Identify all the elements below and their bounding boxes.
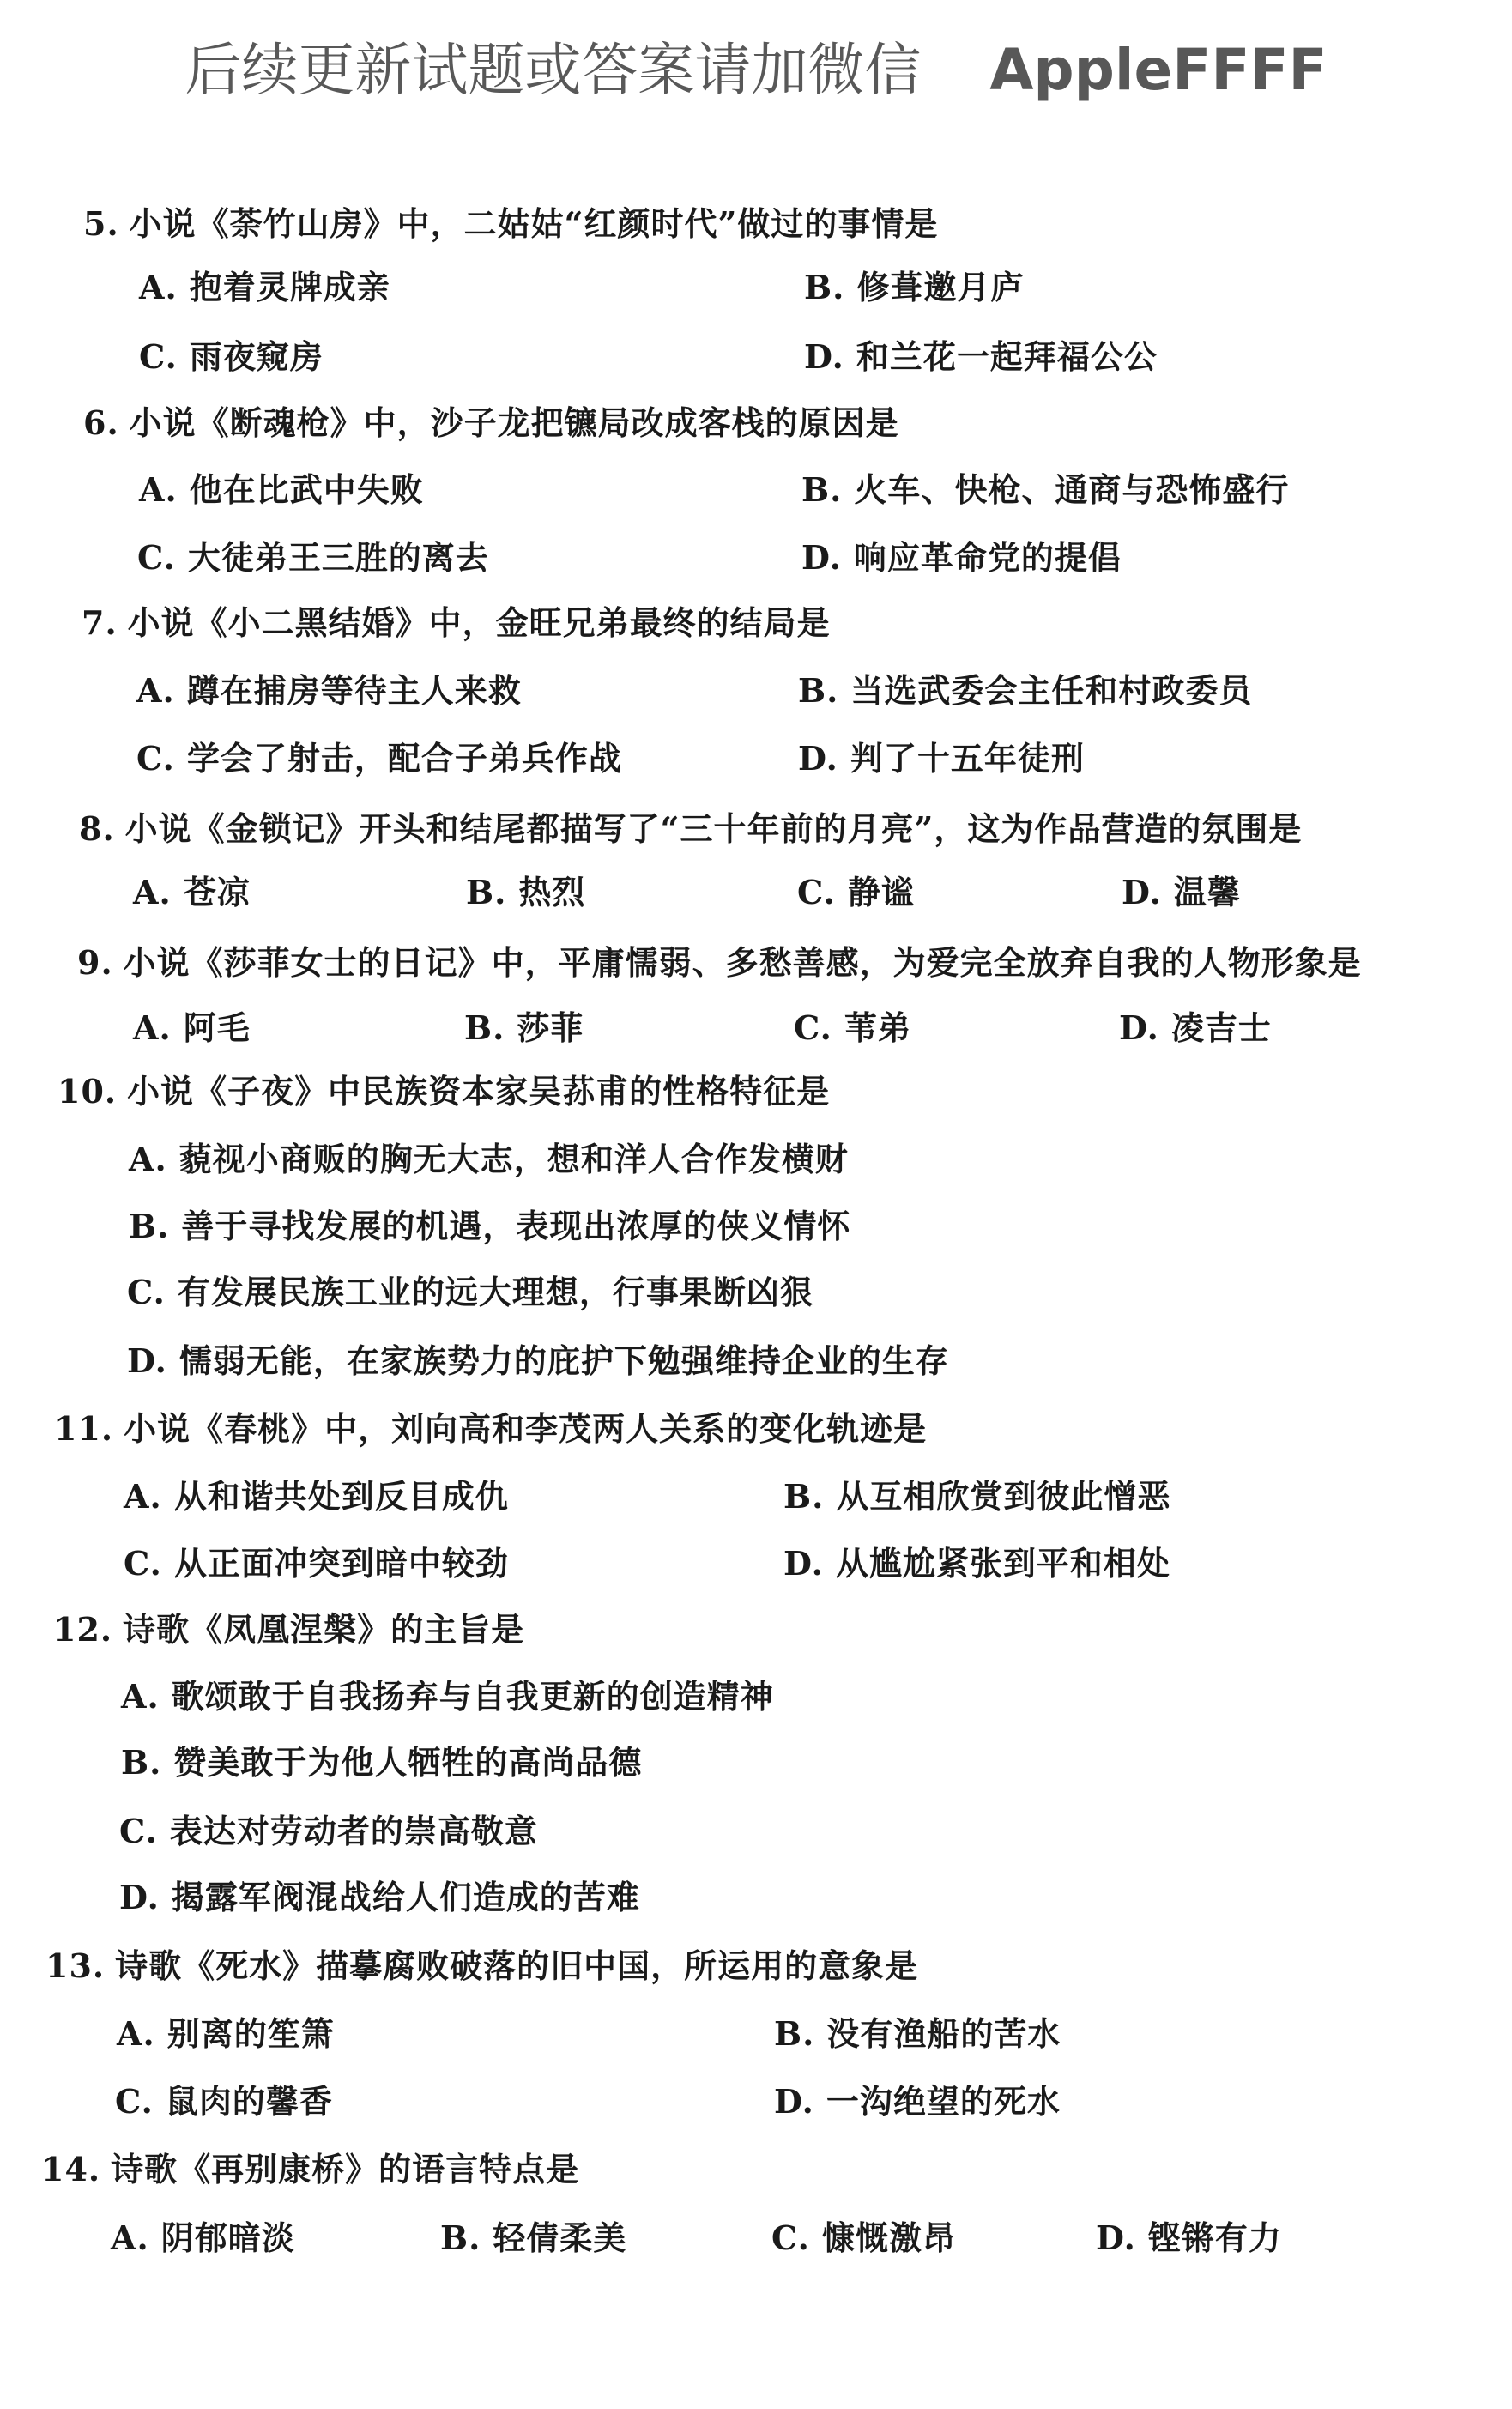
answer-option	[115, 2083, 333, 2121]
option-label: B.	[801, 470, 843, 509]
option-text: 抱着灵牌成亲	[189, 268, 390, 306]
answer-option	[1122, 874, 1241, 911]
answer-option	[139, 269, 390, 306]
option-label: A.	[139, 268, 178, 306]
option-text: 学会了射击，配合子弟兵作战	[186, 739, 622, 778]
option-text: 温馨	[1173, 873, 1241, 911]
option-text: 判了十五年徒刑	[850, 739, 1085, 778]
option-label: A.	[111, 2218, 149, 2257]
option-text: 鼠肉的馨香	[165, 2082, 333, 2121]
question-number: 6.	[83, 403, 119, 442]
question-number: 9.	[77, 943, 113, 982]
question-number: 12.	[53, 1610, 113, 1649]
answer-option	[774, 2015, 1061, 2053]
option-label: C.	[115, 2082, 154, 2121]
option-text: 一沟绝望的死水	[826, 2082, 1061, 2121]
question-text: 小说《金锁记》开头和结尾都描写了“三十年前的月亮”，这为作品营造的氛围是	[124, 809, 1303, 848]
option-label: B.	[798, 671, 839, 710]
option-label: D.	[1119, 1008, 1159, 1047]
option-text: 大徒弟王三胜的离去	[187, 538, 489, 577]
question-stem	[82, 604, 831, 642]
question-number: 14.	[41, 2150, 101, 2188]
answer-option	[119, 1879, 640, 1916]
option-text: 懦弱无能，在家族势力的庇护下勉强维持企业的生存	[178, 1341, 949, 1380]
option-label: B.	[121, 1743, 162, 1782]
answer-option	[440, 2219, 626, 2257]
option-label: B.	[464, 1008, 505, 1047]
option-text: 歌颂敢于自我扬弃与自我更新的创造精神	[171, 1677, 774, 1716]
question-stem	[45, 1947, 918, 1985]
option-text: 蹲在捕房等待主人来救	[186, 671, 522, 710]
option-text: 轻倩柔美	[493, 2218, 627, 2257]
watermark-header	[0, 24, 1512, 106]
option-label: C.	[137, 538, 176, 577]
answer-option	[139, 338, 324, 376]
option-label: C.	[124, 1544, 162, 1583]
option-label: C.	[119, 1812, 158, 1850]
option-label: D.	[804, 337, 844, 376]
answer-option	[804, 338, 1158, 376]
option-label: B.	[804, 268, 845, 306]
question-stem	[79, 810, 1302, 848]
option-text: 没有渔船的苦水	[826, 2014, 1061, 2053]
answer-option	[798, 740, 1085, 778]
answer-option	[133, 874, 251, 911]
option-label: D.	[783, 1544, 824, 1583]
option-text: 静谧	[847, 873, 915, 911]
option-text: 有发展民族工业的远大理想，行事果断凶狠	[177, 1273, 813, 1311]
question-number: 5.	[83, 204, 119, 243]
option-label: D.	[1096, 2218, 1136, 2257]
answer-option	[794, 1009, 911, 1047]
option-text: 莎菲	[517, 1008, 584, 1047]
answer-option	[771, 2219, 956, 2257]
option-label: A.	[133, 873, 172, 911]
option-text: 善于寻找发展的机遇，表现出浓厚的侠义情怀	[181, 1207, 851, 1245]
option-text: 从正面冲突到暗中较劲	[173, 1544, 509, 1583]
question-text: 诗歌《死水》描摹腐败破落的旧中国，所运用的意象是	[115, 1946, 919, 1985]
answer-option	[121, 1744, 642, 1782]
answer-option	[121, 1678, 774, 1716]
answer-option	[801, 539, 1122, 577]
question-stem	[57, 1073, 830, 1111]
question-number: 11.	[54, 1409, 114, 1448]
answer-option	[804, 269, 1024, 306]
question-stem	[83, 205, 938, 243]
question-text: 小说《春桃》中，刘向高和李茂两人关系的变化轨迹是	[124, 1409, 928, 1448]
answer-option	[127, 1342, 949, 1380]
answer-option	[124, 1545, 509, 1583]
answer-option	[798, 672, 1252, 710]
option-label: D.	[1122, 873, 1162, 911]
option-text: 和兰花一起拜福公公	[856, 337, 1158, 376]
question-stem	[83, 404, 899, 442]
option-label: A.	[133, 1008, 172, 1047]
option-text: 苇弟	[844, 1008, 911, 1047]
option-text: 从尴尬紧张到平和相处	[835, 1544, 1170, 1583]
option-text: 凌吉士	[1170, 1008, 1272, 1047]
option-text: 热烈	[518, 873, 586, 911]
option-label: C.	[771, 2218, 810, 2257]
question-text: 小说《莎菲女士的日记》中，平庸懦弱、多愁善感，为爱完全放弃自我的人物形象是	[123, 943, 1362, 982]
question-text: 诗歌《凤凰涅槃》的主旨是	[123, 1610, 525, 1649]
option-label: A.	[136, 671, 175, 710]
answer-option	[137, 539, 489, 577]
question-number: 7.	[82, 603, 118, 642]
answer-option	[111, 2219, 295, 2257]
answer-option	[464, 1009, 584, 1047]
question-text: 小说《荼竹山房》中，二姑姑“红颜时代”做过的事情是	[129, 204, 939, 243]
option-text: 揭露军阀混战给人们造成的苦难	[171, 1878, 640, 1916]
answer-option	[127, 1274, 813, 1311]
answer-option	[136, 672, 522, 710]
question-stem	[54, 1410, 927, 1448]
option-text: 藐视小商贩的胸无大志，想和洋人合作发横财	[178, 1140, 849, 1178]
option-text: 赞美敢于为他人牺牲的高尚品德	[173, 1743, 643, 1782]
answer-option	[117, 2015, 335, 2053]
answer-option	[129, 1141, 849, 1178]
answer-option	[783, 1545, 1170, 1583]
option-text: 他在比武中失败	[189, 470, 424, 509]
option-label: B.	[440, 2218, 481, 2257]
answer-option	[139, 471, 424, 509]
option-label: C.	[797, 873, 836, 911]
option-label: C.	[139, 337, 178, 376]
option-text: 当选武委会主任和村政委员	[850, 671, 1253, 710]
answer-option	[133, 1009, 251, 1047]
option-text: 阿毛	[183, 1008, 251, 1047]
question-text: 诗歌《再别康桥》的语言特点是	[111, 2150, 580, 2188]
option-label: C.	[794, 1008, 832, 1047]
option-label: D.	[801, 538, 842, 577]
option-text: 别离的笙箫	[166, 2014, 335, 2053]
option-label: A.	[124, 1477, 162, 1516]
option-text: 火车、快枪、通商与恐怖盛行	[854, 470, 1290, 509]
option-text: 雨夜窥房	[189, 337, 324, 376]
option-text: 响应革命党的提倡	[853, 538, 1122, 577]
question-number: 13.	[45, 1946, 106, 1985]
option-text: 修葺邀月庐	[856, 268, 1025, 306]
option-label: D.	[774, 2082, 814, 2121]
option-label: A.	[139, 470, 178, 509]
option-text: 阴郁暗淡	[160, 2218, 295, 2257]
answer-option	[129, 1208, 850, 1245]
answer-option	[124, 1478, 509, 1516]
option-label: B.	[466, 873, 507, 911]
question-text: 小说《子夜》中民族资本家吴荪甫的性格特征是	[127, 1072, 831, 1111]
wechat-id: AppleFFFF	[989, 37, 1328, 103]
option-label: C.	[127, 1273, 166, 1311]
answer-option	[119, 1813, 538, 1850]
option-label: B.	[783, 1477, 825, 1516]
answer-option	[1096, 2219, 1282, 2257]
question-text: 小说《小二黑结婚》中，金旺兄弟最终的结局是	[127, 603, 831, 642]
option-label: C.	[136, 739, 175, 778]
option-label: D.	[798, 739, 838, 778]
question-stem	[53, 1611, 524, 1649]
answer-option	[797, 874, 915, 911]
option-text: 表达对劳动者的崇高敬意	[169, 1812, 538, 1850]
option-text: 从互相欣赏到彼此憎恶	[836, 1477, 1171, 1516]
option-label: A.	[121, 1677, 160, 1716]
question-number: 8.	[79, 809, 115, 848]
option-label: B.	[774, 2014, 815, 2053]
option-label: D.	[127, 1341, 167, 1380]
option-text: 从和谐共处到反目成仇	[173, 1477, 509, 1516]
answer-option	[466, 874, 585, 911]
option-text: 铿锵有力	[1147, 2218, 1282, 2257]
option-label: B.	[129, 1207, 170, 1245]
option-label: D.	[119, 1878, 160, 1916]
question-stem	[77, 944, 1362, 982]
question-text: 小说《断魂枪》中，沙子龙把镳局改成客栈的原因是	[129, 403, 899, 442]
answer-option	[774, 2083, 1061, 2121]
question-number: 10.	[57, 1072, 118, 1111]
header-text: 后续更新试题或答案请加微信	[184, 37, 922, 103]
answer-option	[136, 740, 622, 778]
answer-option	[783, 1478, 1170, 1516]
answer-option	[801, 471, 1289, 509]
option-label: A.	[129, 1140, 167, 1178]
answer-option	[1119, 1009, 1272, 1047]
option-text: 苍凉	[183, 873, 251, 911]
option-text: 慷慨激昂	[821, 2218, 956, 2257]
question-stem	[41, 2151, 579, 2188]
option-label: A.	[117, 2014, 155, 2053]
